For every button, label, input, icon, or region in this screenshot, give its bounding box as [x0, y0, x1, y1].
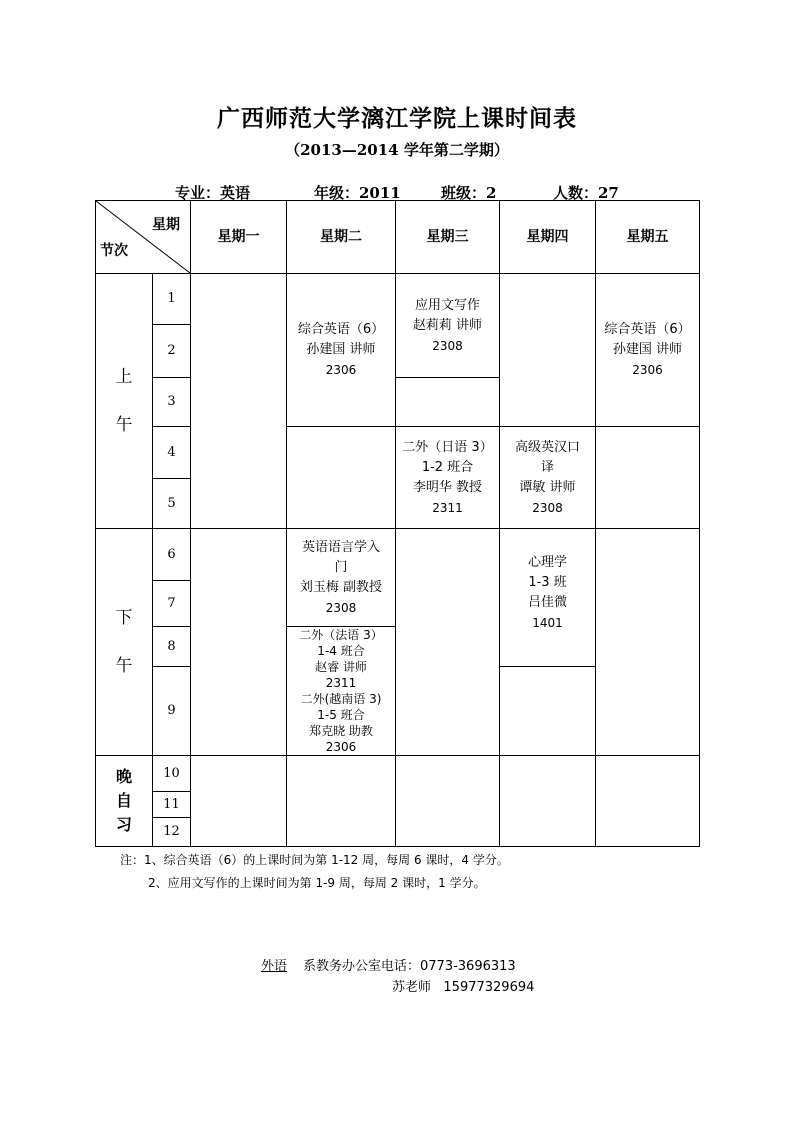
course-teacher: 赵莉莉 讲师 — [412, 318, 483, 333]
timetable — [95, 200, 700, 847]
course-room: 2308 — [532, 500, 563, 515]
course-cell — [596, 274, 700, 427]
afternoon-label: 下 午 — [96, 529, 153, 756]
fri-evening-slot — [596, 756, 700, 847]
period-number: 10 — [153, 756, 191, 792]
class-label: 班级：2 — [441, 184, 497, 202]
course-teacher: 李明华 教授 — [412, 479, 483, 495]
mon-evening-slot — [191, 756, 287, 847]
note-1: 注：1、综合英语（6）的上课时间为第 1-12 周，每周 6 课时，4 学分。 — [120, 853, 509, 867]
course-room: 2311 — [325, 676, 357, 690]
note-2: 2、应用文写作的上课时间为第 1-9 周，每周 2 课时，1 学分。 — [148, 876, 486, 890]
course-room: 2311 — [432, 500, 463, 515]
day-header-fri: 星期五 — [596, 201, 700, 274]
course-cell — [396, 274, 500, 378]
wed-evening-slot — [396, 756, 500, 847]
period-number: 7 — [153, 581, 191, 627]
course-title: 高级英汉口 — [514, 439, 580, 455]
course-group: 1-5 班合 — [317, 708, 365, 722]
course-cell — [287, 274, 396, 427]
course-cell — [287, 529, 396, 627]
period-number: 11 — [153, 792, 191, 818]
course-title: 综合英语（6） — [297, 322, 385, 337]
period-number: 5 — [153, 479, 191, 529]
course-cell — [396, 427, 500, 529]
period-number: 6 — [153, 529, 191, 581]
semester-subtitle: （2013—2014 学年第二学期） — [285, 141, 509, 159]
header-corner — [96, 201, 191, 274]
course-teacher: 孙建国 讲师 — [306, 342, 376, 357]
course-teacher: 谭敏 讲师 — [519, 479, 576, 495]
course-title: 二外(越南语 3) — [300, 692, 382, 706]
thu-evening-slot — [500, 756, 596, 847]
fri-period-45-slot — [596, 427, 700, 529]
course-room: 1401 — [532, 616, 563, 630]
course-room: 2306 — [325, 740, 357, 754]
wed-afternoon-slot — [396, 529, 500, 756]
thu-morning-slot — [500, 274, 596, 427]
day-header-mon: 星期一 — [191, 201, 287, 274]
course-teacher: 郑克晓 助教 — [309, 724, 373, 738]
thu-period-9-slot — [500, 667, 596, 756]
period-number: 12 — [153, 818, 191, 847]
course-teacher: 孙建国 讲师 — [612, 342, 683, 357]
weekday-axis-label: 星期 — [152, 217, 180, 233]
wed-period-3-slot — [396, 378, 500, 427]
course-teacher: 刘玉梅 副教授 — [299, 579, 383, 595]
course-room: 2306 — [325, 363, 357, 377]
period-axis-label: 节次 — [100, 243, 128, 259]
course-room: 2306 — [632, 363, 663, 377]
evening-study-label: 晚 自 习 — [96, 756, 153, 847]
course-cell — [287, 627, 396, 756]
course-teacher: 吕佳微 — [527, 595, 567, 610]
mon-morning-slot — [191, 274, 287, 529]
period-number: 3 — [153, 378, 191, 427]
course-title: 二外（法语 3） — [299, 628, 383, 642]
course-title-cont: 译 — [540, 459, 554, 475]
course-title: 二外（日语 3） — [402, 439, 493, 455]
mon-afternoon-slot — [191, 529, 287, 756]
period-number: 2 — [153, 325, 191, 378]
period-number: 1 — [153, 274, 191, 325]
course-title: 英语语言学入 — [301, 539, 380, 555]
tue-period-45-slot — [287, 427, 396, 529]
office-phone: 系教务办公室电话：0773-3696313 — [303, 959, 516, 974]
department-name: 外语 — [261, 959, 288, 974]
course-group: 1-4 班合 — [317, 644, 365, 658]
morning-label: 上 午 — [96, 274, 153, 529]
count-label: 人数：27 — [553, 184, 619, 202]
diagonal-divider — [96, 201, 190, 273]
day-header-wed: 星期三 — [396, 201, 500, 274]
teacher-contact: 苏老师 15977329694 — [392, 980, 535, 995]
fri-afternoon-slot — [596, 529, 700, 756]
period-number: 4 — [153, 427, 191, 479]
office-contact-line — [245, 955, 516, 974]
tue-evening-slot — [287, 756, 396, 847]
course-title: 心理学 — [527, 555, 567, 570]
major-label: 专业：英语 — [175, 184, 251, 202]
course-teacher: 赵睿 讲师 — [315, 660, 367, 674]
course-title: 综合英语（6） — [604, 322, 691, 337]
course-group: 1-2 班合 — [421, 459, 474, 475]
grade-label: 年级：2011 — [314, 184, 401, 202]
course-cell — [500, 427, 596, 529]
course-title-cont: 门 — [334, 559, 348, 575]
course-room: 2308 — [432, 339, 463, 353]
course-group: 1-3 班 — [528, 575, 567, 590]
page-title: 广西师范大学漓江学院上课时间表 — [217, 105, 577, 132]
period-number: 9 — [153, 667, 191, 756]
day-header-tue: 星期二 — [287, 201, 396, 274]
course-title: 应用文写作 — [414, 298, 480, 313]
course-cell — [500, 529, 596, 667]
period-number: 8 — [153, 627, 191, 667]
day-header-thu: 星期四 — [500, 201, 596, 274]
course-room: 2308 — [325, 600, 357, 615]
